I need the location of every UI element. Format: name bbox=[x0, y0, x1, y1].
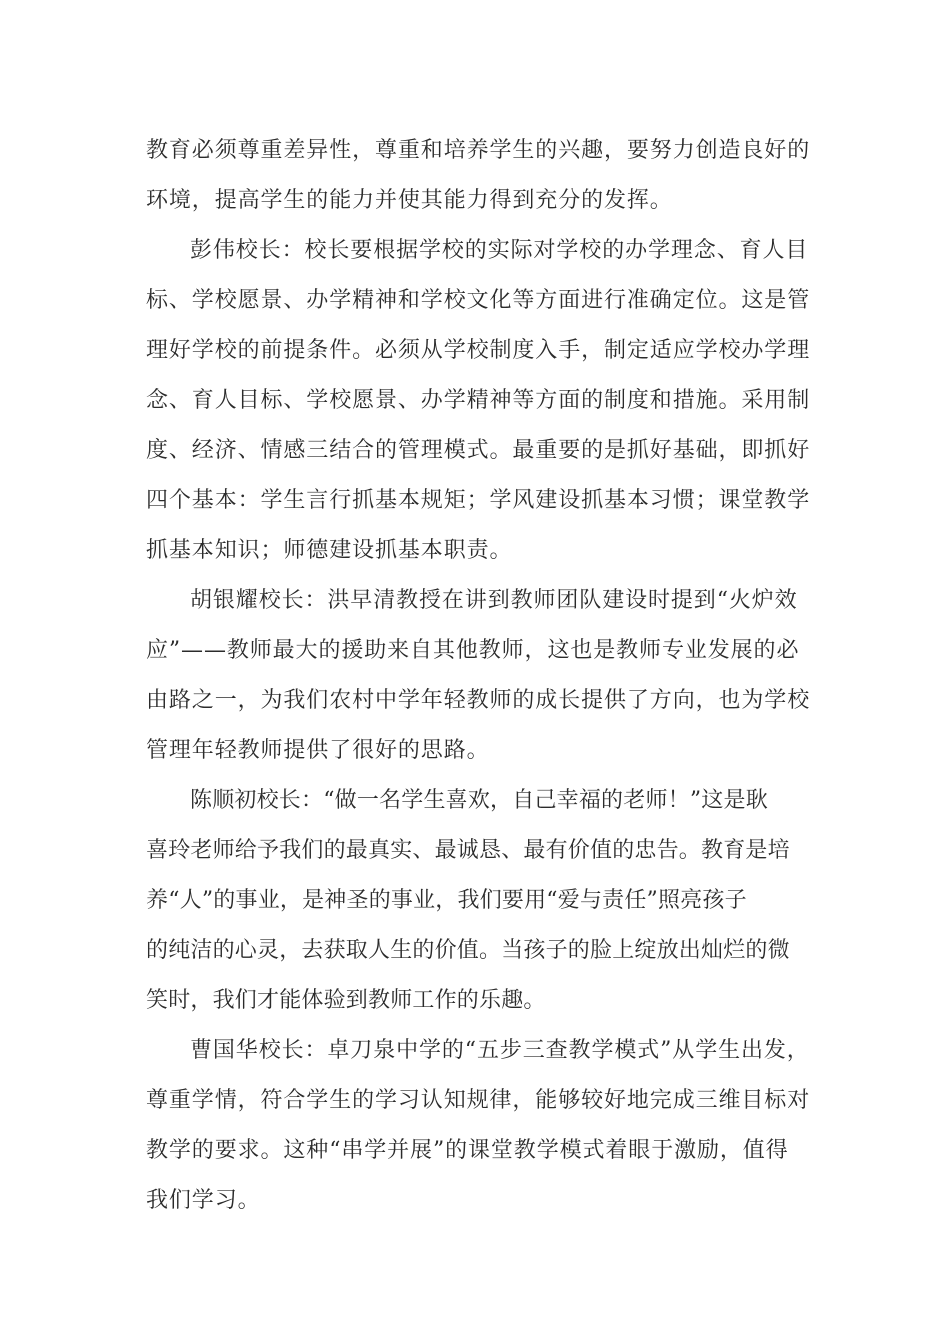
text-line: 笑时，我们才能体验到教师工作的乐趣。 bbox=[146, 988, 546, 1013]
text-line: 应”——教师最大的援助来自其他教师，这也是教师专业发展的必 bbox=[146, 638, 800, 663]
text-line: 曹国华校长：卓刀泉中学的“五步三查教学模式”从学生出发， bbox=[190, 1038, 810, 1063]
text-line: 环境，提高学生的能力并使其能力得到充分的发挥。 bbox=[146, 188, 673, 213]
text-line: 胡银耀校长：洪早清教授在讲到教师团队建设时提到“火炉效 bbox=[190, 588, 798, 613]
text-line: 四个基本：学生言行抓基本规矩；学风建设抓基本习惯；课堂教学 bbox=[146, 488, 811, 513]
text-line: 陈顺初校长：“做一名学生喜欢，自己幸福的老师！”这是耿 bbox=[190, 788, 768, 813]
text-line: 教育必须尊重差异性，尊重和培养学生的兴趣，要努力创造良好的 bbox=[146, 138, 811, 163]
text-line: 养“人”的事业，是神圣的事业，我们要用“爱与责任”照亮孩子 bbox=[146, 888, 747, 913]
text-line: 我们学习。 bbox=[146, 1188, 261, 1213]
text-line: 尊重学情，符合学生的学习认知规律，能够较好地完成三维目标对 bbox=[146, 1088, 811, 1113]
text-line: 教学的要求。这种“串学并展”的课堂教学模式着眼于激励，值得 bbox=[146, 1138, 789, 1163]
text-line: 理好学校的前提条件。必须从学校制度入手，制定适应学校办学理 bbox=[146, 338, 811, 363]
text-line: 的纯洁的心灵，去获取人生的价值。当孩子的脸上绽放出灿烂的微 bbox=[146, 938, 790, 963]
text-line: 彭伟校长：校长要根据学校的实际对学校的办学理念、育人目 bbox=[190, 238, 809, 263]
text-line: 度、经济、情感三结合的管理模式。最重要的是抓好基础，即抓好 bbox=[146, 438, 811, 463]
text-line: 喜玲老师给予我们的最真实、最诚恳、最有价值的忠告。教育是培 bbox=[146, 838, 790, 863]
text-line: 管理年轻教师提供了很好的思路。 bbox=[146, 738, 490, 763]
text-line: 由路之一，为我们农村中学年轻教师的成长提供了方向，也为学校 bbox=[146, 688, 811, 713]
text-line: 标、学校愿景、办学精神和学校文化等方面进行准确定位。这是管 bbox=[146, 288, 811, 313]
text-line: 抓基本知识；师德建设抓基本职责。 bbox=[146, 538, 513, 563]
text-line: 念、育人目标、学校愿景、办学精神等方面的制度和措施。采用制 bbox=[146, 388, 811, 413]
